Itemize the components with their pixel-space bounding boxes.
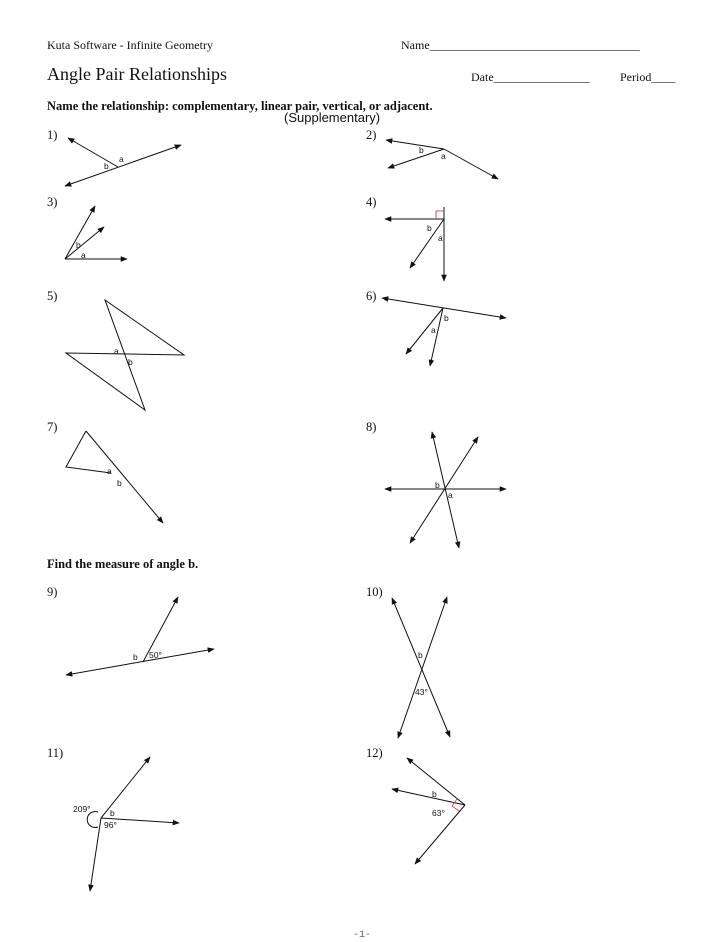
figure-10 xyxy=(392,597,450,738)
label-p8-a: a xyxy=(448,490,453,500)
problem-number-10: 10) xyxy=(366,585,383,599)
label-p12-angle: 63° xyxy=(432,808,445,818)
problem-number-7: 7) xyxy=(47,420,58,434)
label-p11-reflex: 209° xyxy=(73,804,91,814)
name-field[interactable]: Name___________________________________ xyxy=(401,38,640,52)
figure-5 xyxy=(66,300,184,410)
problem-number-8: 8) xyxy=(366,420,377,434)
label-p3-b: b xyxy=(76,240,81,250)
label-p6-b: b xyxy=(444,313,449,323)
figure-9 xyxy=(66,597,214,675)
label-p1-a: a xyxy=(119,154,124,164)
label-p4-b: b xyxy=(427,223,432,233)
label-p5-a: a xyxy=(114,346,119,356)
worksheet-title: Angle Pair Relationships xyxy=(47,64,227,84)
label-p10-angle: 43° xyxy=(415,687,428,697)
label-p11-b: b xyxy=(110,808,115,818)
label-p12-b: b xyxy=(432,789,437,799)
label-p9-b: b xyxy=(133,652,138,662)
date-field[interactable]: Date________________ xyxy=(471,70,590,84)
label-p7-b: b xyxy=(117,478,122,488)
problem-number-2: 2) xyxy=(366,128,377,142)
label-p3-a: a xyxy=(81,250,86,260)
period-field[interactable]: Period____ xyxy=(620,70,676,84)
label-p11-angle: 96° xyxy=(104,820,117,830)
label-p6-a: a xyxy=(431,325,436,335)
problem-number-1: 1) xyxy=(47,128,58,142)
label-p9-angle: 50° xyxy=(149,650,162,660)
problem-number-11: 11) xyxy=(47,746,64,760)
figure-8 xyxy=(385,432,506,548)
page-number: -1- xyxy=(353,930,372,941)
label-p5-b: b xyxy=(128,357,133,367)
handwritten-answer: (Supplementary) xyxy=(284,110,381,125)
section2-instruction: Find the measure of angle b. xyxy=(47,557,199,571)
label-p2-b: b xyxy=(419,145,424,155)
section1-instruction: Name the relationship: complementary, linear pair, vertical, or adjacent. xyxy=(47,99,433,113)
figure-6 xyxy=(382,298,506,366)
problem-number-12: 12) xyxy=(366,746,383,760)
label-p4-a: a xyxy=(438,233,443,243)
figure-3 xyxy=(65,206,127,259)
label-p7-a: a xyxy=(107,466,112,476)
figure-4 xyxy=(385,207,444,281)
label-p8-b: b xyxy=(435,480,440,490)
figure-7 xyxy=(66,431,163,523)
problem-number-6: 6) xyxy=(366,289,377,303)
problem-number-5: 5) xyxy=(47,289,58,303)
problem-number-3: 3) xyxy=(47,195,58,209)
problem-number-4: 4) xyxy=(366,195,377,209)
publisher-label: Kuta Software - Infinite Geometry xyxy=(47,38,213,52)
figure-11 xyxy=(87,757,179,891)
label-p2-a: a xyxy=(441,151,446,161)
label-p1-b: b xyxy=(104,161,109,171)
figure-12 xyxy=(392,758,465,864)
label-p10-b: b xyxy=(418,650,423,660)
problem-number-9: 9) xyxy=(47,585,58,599)
